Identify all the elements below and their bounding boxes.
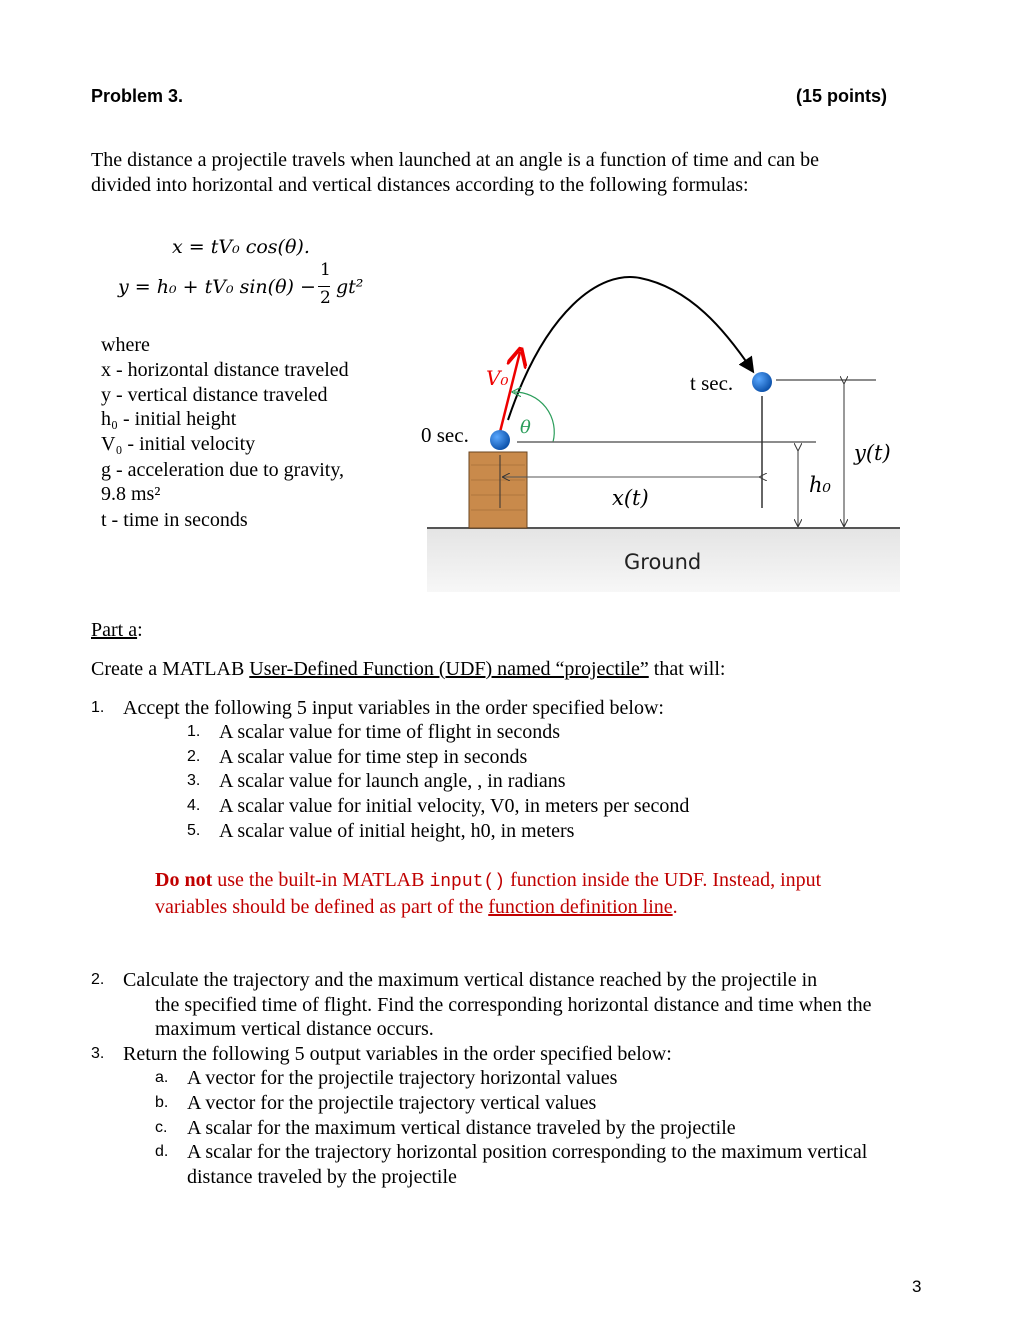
ball-end: [752, 372, 772, 392]
substep-number: c.: [155, 1119, 168, 1136]
step-number: 3.: [91, 1045, 105, 1062]
warning-text: use the built-in MATLAB: [212, 869, 430, 891]
substep-text: A scalar value for launch angle, , in radians: [219, 770, 566, 792]
substep-text: A vector for the projectile trajectory horizontal values: [187, 1067, 618, 1089]
substep-number: d.: [155, 1143, 169, 1160]
substep-number: 4.: [187, 797, 201, 814]
warning-line-1: [155, 868, 821, 894]
ground-label: Ground: [624, 550, 702, 574]
warning-text: function inside the UDF. Instead, input: [505, 869, 822, 891]
substep-text: A scalar value for time of flight in seconds: [219, 721, 561, 743]
legend-line: where: [101, 334, 150, 356]
h0-label: h₀: [809, 473, 831, 497]
trajectory-arc: [508, 277, 752, 420]
step-text: maximum vertical distance occurs.: [155, 1018, 434, 1040]
legend-line: y - vertical distance traveled: [101, 384, 328, 406]
substep-number: 3.: [187, 772, 201, 789]
substep-number: 1.: [187, 723, 201, 740]
formula-frac-den: 2: [320, 288, 331, 308]
legend-line: g - acceleration due to gravity,: [101, 459, 345, 481]
warning-line-2: [155, 895, 678, 919]
legend-line: h₀ - initial height: [101, 408, 237, 430]
udf-name: User-Defined Function (UDF) named “projectile”: [249, 658, 649, 680]
substep-number: 5.: [187, 822, 201, 839]
substep-text: A scalar value of initial height, h0, in meters: [219, 820, 575, 842]
part-a-colon: :: [137, 619, 143, 641]
intro-line-2: divided into horizontal and vertical distances according to the following formulas:: [91, 174, 749, 196]
substep-number: b.: [155, 1094, 169, 1111]
wood-block: [469, 452, 527, 528]
xt-label: x(t): [612, 486, 649, 510]
step-text: Return the following 5 output variables in the order specified below:: [123, 1043, 672, 1065]
page-number: 3: [912, 1277, 922, 1296]
problem-title: Problem 3.: [91, 86, 184, 106]
intro-line-1: The distance a projectile travels when launched at an angle is a function of time and can be: [91, 149, 820, 171]
start-time-label: 0 sec.: [421, 423, 469, 447]
legend-line: V₀ - initial velocity: [101, 433, 256, 455]
create-post: that will:: [648, 658, 726, 680]
warning-code: input(): [429, 872, 506, 892]
projectile-diagram: [0, 0, 1014, 600]
theta-label: θ: [520, 417, 531, 438]
warning-text: variables should be defined as part of the: [155, 896, 489, 918]
legend-line: x - horizontal distance traveled: [101, 359, 349, 381]
part-a-label: Part a: [91, 619, 138, 641]
warning-bold: Do not: [155, 869, 213, 891]
yt-label: y(t): [854, 441, 891, 465]
create-instruction: [91, 657, 725, 681]
end-time-label: t sec.: [690, 371, 734, 395]
step-number: 1.: [91, 699, 105, 716]
v0-label: V₀: [486, 366, 509, 390]
substep-text: A scalar value for time step in seconds: [219, 746, 528, 768]
part-a-heading: [91, 618, 143, 642]
step-number: 2.: [91, 971, 105, 988]
warning-underlined: function definition line: [488, 896, 673, 918]
create-pre: Create a MATLAB: [91, 658, 250, 680]
formula-frac-num: 1: [320, 260, 331, 280]
step-text: Calculate the trajectory and the maximum vertical distance reached by the projectile in: [123, 969, 818, 991]
formula-y-left: y = h₀ + tV₀ sin(θ) −: [118, 276, 316, 298]
substep-number: 2.: [187, 748, 201, 765]
legend-line: 9.8 ms²: [101, 483, 161, 505]
substep-number: a.: [155, 1069, 169, 1086]
substep-text: A scalar value for initial velocity, V0, in meters per second: [219, 795, 690, 817]
substep-text: A scalar for the trajectory horizontal position corresponding to the maximum vertical: [187, 1141, 868, 1163]
step-text: Accept the following 5 input variables in the order specified below:: [123, 697, 664, 719]
formula-x: x = tV₀ cos(θ).: [172, 236, 310, 258]
legend-line: t - time in seconds: [101, 509, 248, 531]
problem-points: (15 points): [796, 86, 888, 106]
warning-text: .: [672, 896, 678, 918]
substep-text: A scalar for the maximum vertical distance traveled by the projectile: [187, 1117, 736, 1139]
ball-start: [490, 430, 510, 450]
substep-text: A vector for the projectile trajectory vertical values: [187, 1092, 597, 1114]
step-text: the specified time of flight. Find the corresponding horizontal distance and time when the: [155, 994, 872, 1016]
substep-text: distance traveled by the projectile: [187, 1166, 457, 1188]
formula-y-right: gt²: [336, 276, 364, 298]
